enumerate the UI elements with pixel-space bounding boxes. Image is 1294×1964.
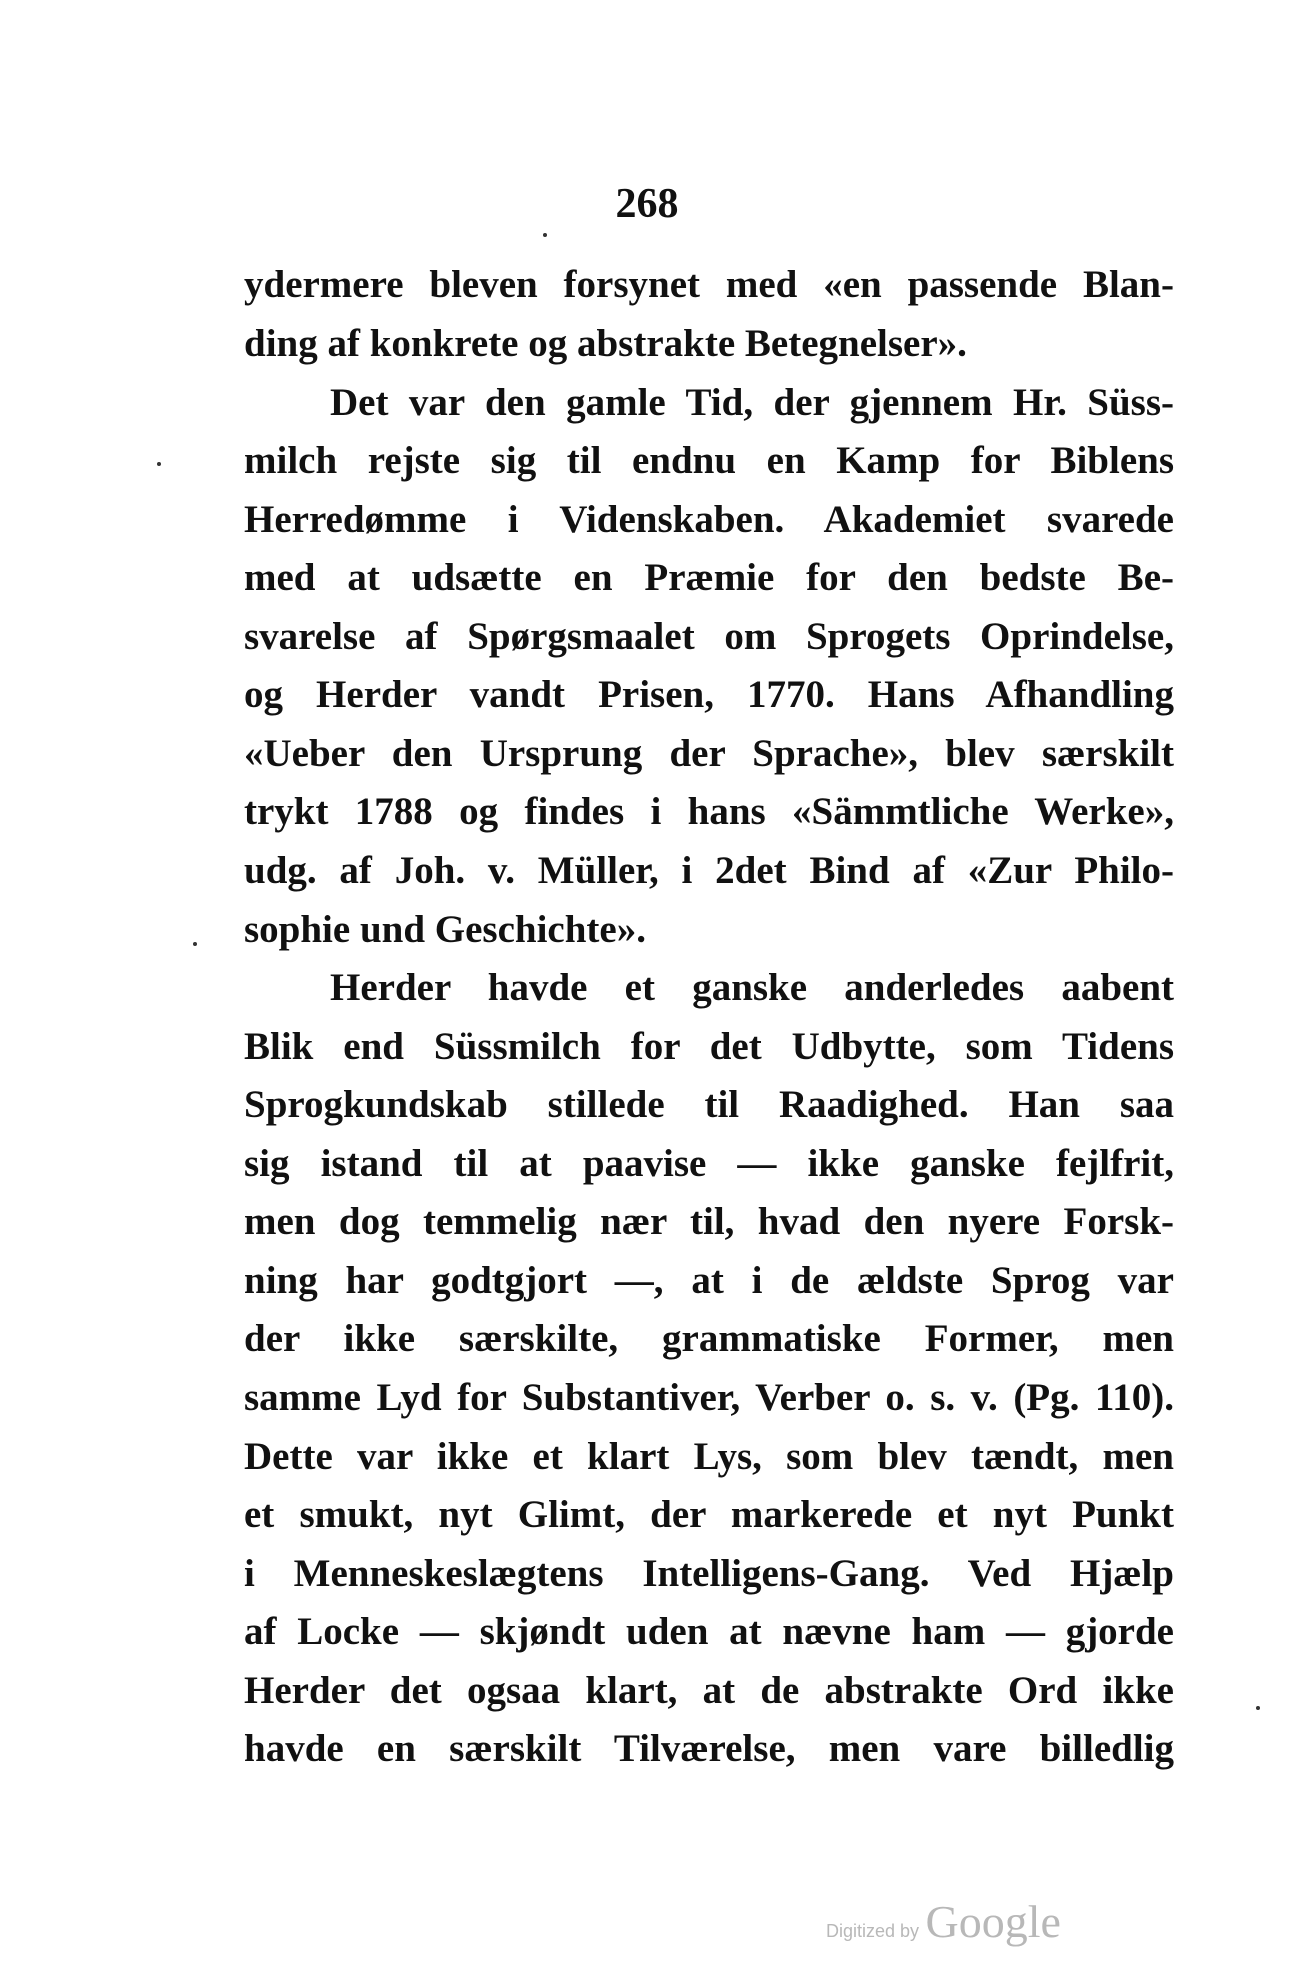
text-line: «Ueber den Ursprung der Sprache», blev særskilt <box>244 732 1174 775</box>
text-line: udg. af Joh. v. Müller, i 2det Bind af «Zur Philo- <box>244 849 1174 892</box>
text-line: Sprogkundskab stillede til Raadighed. Han saa <box>244 1083 1174 1126</box>
text-line: sig istand til at paavise — ikke ganske fejlfrit, <box>244 1142 1174 1185</box>
text-line: men dog temmelig nær til, hvad den nyere Forsk- <box>244 1200 1174 1243</box>
text-line: Herredømme i Videnskaben. Akademiet svarede <box>244 498 1174 541</box>
text-line: der ikke særskilte, grammatiske Former, men <box>244 1317 1174 1360</box>
scan-speck <box>157 462 161 466</box>
text-line: med at udsætte en Præmie for den bedste Be- <box>244 556 1174 599</box>
page-number: 268 <box>615 181 679 227</box>
text-line: milch rejste sig til endnu en Kamp for Biblens <box>244 439 1174 482</box>
text-line: havde en særskilt Tilværelse, men vare billedlig <box>244 1727 1174 1770</box>
text-line: af Locke — skjøndt uden at nævne ham — gjorde <box>244 1610 1174 1653</box>
text-line: Herder havde et ganske anderledes aabent <box>330 966 1174 1009</box>
text-line: Det var den gamle Tid, der gjennem Hr. Süss- <box>330 381 1174 424</box>
digitized-by-watermark <box>826 1895 1061 1948</box>
text-line: samme Lyd for Substantiver, Verber o. s. v. (Pg. 110). <box>244 1376 1174 1419</box>
text-line: ning har godtgjort —, at i de ældste Sprog var <box>244 1259 1174 1302</box>
text-line: ydermere bleven forsynet med «en passende Blan- <box>244 263 1174 306</box>
google-logo: Google <box>925 1896 1061 1947</box>
text-line: Herder det ogsaa klart, at de abstrakte Ord ikke <box>244 1669 1174 1712</box>
text-line: svarelse af Spørgsmaalet om Sprogets Oprindelse, <box>244 615 1174 658</box>
text-line: sophie und Geschichte». <box>244 908 646 951</box>
text-line: et smukt, nyt Glimt, der markerede et nyt Punkt <box>244 1493 1174 1536</box>
scan-speck <box>193 942 197 946</box>
text-line: Blik end Süssmilch for det Udbytte, som Tidens <box>244 1025 1174 1068</box>
scan-speck <box>1256 1706 1260 1710</box>
text-line: ding af konkrete og abstrakte Betegnelser». <box>244 322 967 365</box>
text-line: trykt 1788 og findes i hans «Sämmtliche Werke», <box>244 790 1174 833</box>
digitized-by-label: Digitized by <box>826 1921 920 1941</box>
text-line: i Menneskeslægtens Intelligens-Gang. Ved Hjælp <box>244 1552 1174 1595</box>
text-line: og Herder vandt Prisen, 1770. Hans Afhandling <box>244 673 1174 716</box>
scan-speck <box>543 233 547 237</box>
text-line: Dette var ikke et klart Lys, som blev tændt, men <box>244 1435 1174 1478</box>
